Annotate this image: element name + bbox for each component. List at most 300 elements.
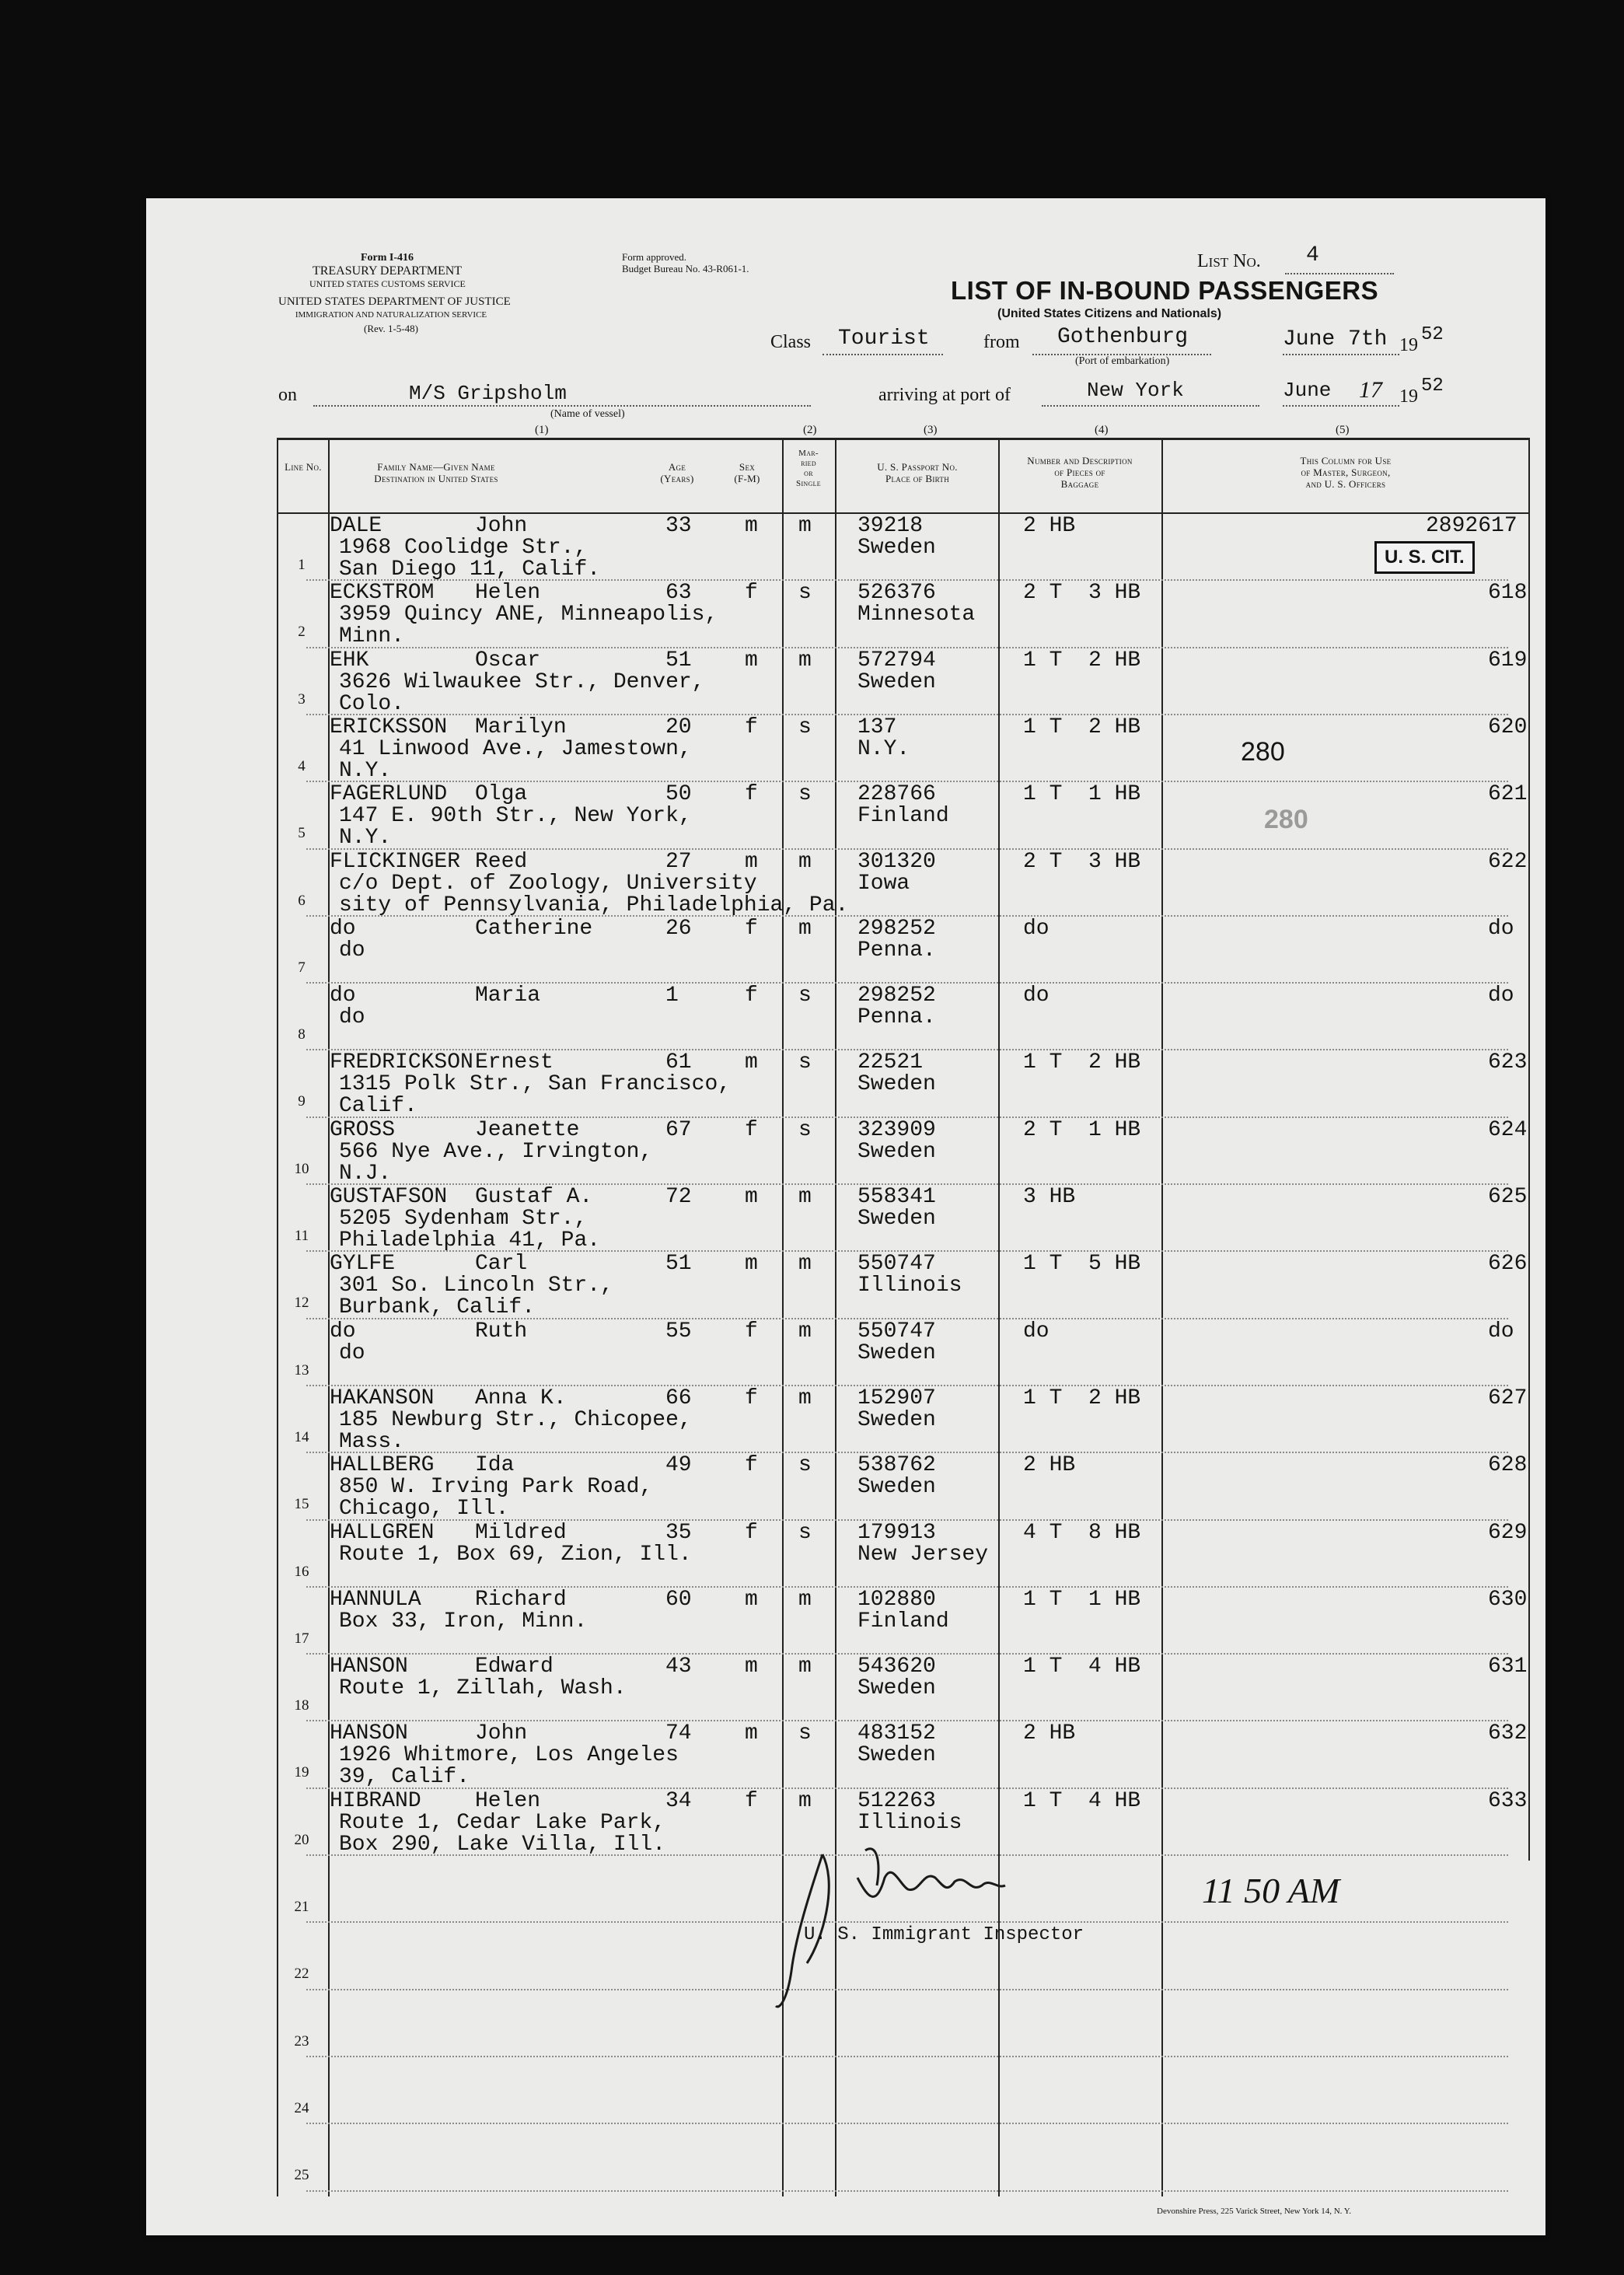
line-number: 5 [298,825,306,842]
line-number: 18 [294,1697,309,1714]
passport-no: 298252 [857,984,936,1008]
destination-line: do [339,1340,365,1365]
list-no-label: List No. [1197,251,1261,271]
sex: f [745,1520,758,1545]
age: 66 [665,1386,692,1410]
given-name: Catherine [475,916,593,941]
destination-line: N.Y. [339,758,392,783]
header-passport: U. S. Passport No. Place of Birth [877,461,958,484]
family-name: EHK [330,648,369,673]
passport-no: 558341 [857,1185,936,1209]
destination-line: c/o Dept. of Zoology, University [339,871,757,896]
officer-column: 625 [1488,1185,1528,1209]
marital-status: m [798,1252,812,1277]
sex: m [745,849,758,874]
age: 51 [665,648,692,673]
sex: f [745,1117,758,1142]
destination-line: Box 33, Iron, Minn. [339,1609,588,1634]
sex: f [745,581,758,606]
family-name: ECKSTROM [330,581,435,606]
passport-no: 298252 [857,916,936,941]
arrival-date-line [1283,405,1399,407]
approved-text: Form approved. [622,251,687,263]
passport-no: 179913 [857,1520,936,1545]
passport-no: 301320 [857,849,936,874]
destination-line: do [339,938,365,963]
form-header-left [309,251,465,291]
officer-column: 619 [1488,648,1528,673]
column-number-3: (3) [924,424,938,436]
destination-line: N.J. [339,1161,392,1186]
marital-status: m [798,648,812,673]
age: 60 [665,1587,692,1612]
passport-no: 512263 [857,1788,936,1813]
on-label: on [278,385,297,405]
given-name: Ernest [475,1050,554,1075]
age: 51 [665,1252,692,1277]
baggage: 1 T 4 HB [1023,1788,1141,1813]
destination-line: 850 W. Irving Park Road, [339,1475,653,1500]
arrival-month: June [1283,379,1332,402]
age: 27 [665,849,692,874]
baggage: 4 T 8 HB [1023,1520,1141,1545]
header-married: Mar- ried or Single [796,449,821,488]
marital-status: m [798,1185,812,1209]
family-name: FLICKINGER [330,849,461,874]
marital-status: m [798,916,812,941]
customs-service: UNITED STATES CUSTOMS SERVICE [309,278,466,289]
officer-column: 621 [1488,782,1528,807]
sex: m [745,1587,758,1612]
page-subtitle: (United States Citizens and Nationals) [997,307,1222,320]
destination-line: 5205 Sydenham Str., [339,1207,588,1231]
line-number: 1 [298,557,306,573]
passport-no: 323909 [857,1117,936,1142]
marital-status: s [798,1520,812,1545]
passport-no: 550747 [857,1252,936,1277]
time-note: 11 50 AM [1202,1871,1340,1910]
officer-column: 624 [1488,1117,1528,1142]
officer-column: 2892617 [1426,514,1517,538]
family-name: do [330,984,356,1008]
destination-line: 41 Linwood Ave., Jamestown, [339,736,692,761]
sex: m [745,1655,758,1679]
age: 43 [665,1655,692,1679]
age: 35 [665,1520,692,1545]
line-number: 7 [298,959,306,976]
passport-no: 526376 [857,581,936,606]
baggage: 1 T 1 HB [1023,782,1141,807]
marital-status: s [798,782,812,807]
sex: f [745,715,758,739]
age: 67 [665,1117,692,1142]
row-separator [306,2123,1508,2124]
line-number: 25 [294,2167,309,2184]
given-name: Oscar [475,648,541,673]
baggage: 2 HB [1023,1453,1076,1478]
place-of-birth: N.Y. [857,736,910,761]
line-number: 2 [298,624,306,641]
officer-column: 631 [1488,1655,1528,1679]
passport-no: 550747 [857,1319,936,1344]
destination-line: 3626 Wilwaukee Str., Denver, [339,669,705,694]
place-of-birth: Sweden [857,1207,936,1231]
marital-status: m [798,1319,812,1344]
class-value: Tourist [838,327,930,351]
baggage: 1 T 2 HB [1023,1386,1141,1410]
line-number: 24 [294,2099,309,2116]
age: 34 [665,1788,692,1813]
destination-line: 185 Newburg Str., Chicopee, [339,1407,692,1432]
arrival-port-line [1042,405,1259,407]
destination-line: N.Y. [339,826,392,851]
age: 55 [665,1319,692,1344]
age: 26 [665,916,692,941]
passport-no: 152907 [857,1386,936,1410]
row-separator [306,2056,1508,2057]
destination-line: Route 1, Box 69, Zion, Ill. [339,1542,692,1567]
ins-service: IMMIGRATION AND NATURALIZATION SERVICE [295,310,487,320]
destination-line: Calif. [339,1094,417,1119]
line-number: 4 [298,757,306,774]
destination-line: Mass. [339,1429,405,1454]
header-sex: Sex (F-M) [734,461,760,484]
place-of-birth: Sweden [857,1340,936,1365]
destination-line: sity of Pennsylvania, Philadelphia, Pa. [339,893,849,917]
embark-year: 52 [1421,324,1444,345]
column-number-4: (4) [1095,424,1109,436]
family-name: do [330,916,356,941]
family-name: HAKANSON [330,1386,435,1410]
family-name: GROSS [330,1117,396,1142]
embark-date-line [1283,354,1399,355]
place-of-birth: Sweden [857,1475,936,1500]
officer-column: 627 [1488,1386,1528,1410]
vessel-name: M/S Gripsholm [409,382,567,405]
line-number: 11 [294,1228,309,1244]
us-cit-stamp: U. S. CIT. [1374,541,1475,574]
baggage: do [1023,1319,1049,1344]
row-separator [306,2190,1508,2192]
baggage: 1 T 4 HB [1023,1655,1141,1679]
officer-column: 620 [1488,715,1528,739]
age: 49 [665,1453,692,1478]
place-of-birth: Sweden [857,1407,936,1432]
destination-line: 147 E. 90th Str., New York, [339,804,692,829]
line-number: 10 [294,1160,309,1177]
embark-date: June 7th [1283,327,1388,351]
sex: f [745,916,758,941]
destination-line: Minn. [339,624,405,649]
class-line [822,354,943,355]
sex: f [745,782,758,807]
destination-line: 301 So. Lincoln Str., [339,1274,613,1298]
marital-status: m [798,849,812,874]
embark-port: Gothenburg [1057,325,1189,349]
given-name: Mildred [475,1520,567,1545]
form-number: Form I-416 [360,252,414,264]
officer-column: do [1488,984,1514,1008]
given-name: Jeanette [475,1117,580,1142]
officer-column: 630 [1488,1587,1528,1612]
age: 74 [665,1721,692,1746]
list-no-line [1285,273,1394,274]
place-of-birth: Minnesota [857,603,976,627]
vessel-caption: (Name of vessel) [550,408,625,420]
baggage: 2 T 1 HB [1023,1117,1141,1142]
sex: f [745,1453,758,1478]
destination-line: Chicago, Ill. [339,1497,509,1522]
family-name: do [330,1319,356,1344]
column-number-1: (1) [535,424,549,436]
given-name: Olga [475,782,528,807]
place-of-birth: Sweden [857,669,936,694]
marital-status: m [798,514,812,538]
baggage: 2 HB [1023,1721,1076,1746]
place-of-birth: Illinois [857,1274,962,1298]
age: 50 [665,782,692,807]
destination-line: 1968 Coolidge Str., [339,536,588,560]
place-of-birth: Sweden [857,536,936,560]
passport-no: 137 [857,715,897,739]
given-name: Helen [475,1788,541,1813]
arrival-year: 52 [1421,376,1444,397]
baggage: do [1023,984,1049,1008]
place-of-birth: New Jersey [857,1542,989,1567]
place-of-birth: Penna. [857,1005,936,1030]
baggage: 3 HB [1023,1185,1076,1209]
given-name: Carl [475,1252,528,1277]
marital-status: s [798,1721,812,1746]
destination-line: 3959 Quincy ANE, Minneapolis, [339,603,718,627]
officer-column: do [1488,916,1514,941]
family-name: DALE [330,514,382,538]
vessel-line [313,405,811,407]
marital-status: m [798,1788,812,1813]
sex: m [745,648,758,673]
passport-no: 228766 [857,782,936,807]
destination-line: 1926 Whitmore, Los Angeles [339,1743,679,1768]
form-approval [622,251,749,274]
place-of-birth: Finland [857,804,949,829]
baggage: 2 HB [1023,514,1076,538]
family-name: HALLGREN [330,1520,435,1545]
page-title: LIST OF IN-BOUND PASSENGERS [951,276,1379,305]
passport-no: 102880 [857,1587,936,1612]
destination-line: San Diego 11, Calif. [339,557,601,582]
place-of-birth: Iowa [857,871,910,896]
marital-status: m [798,1655,812,1679]
justice-dept: UNITED STATES DEPARTMENT OF JUSTICE [278,295,511,308]
place-of-birth: Finland [857,1609,949,1634]
passport-no: 543620 [857,1655,936,1679]
treasury-dept: TREASURY DEPARTMENT [312,264,463,278]
given-name: Ida [475,1453,515,1478]
baggage: 2 T 3 HB [1023,581,1141,606]
place-of-birth: Sweden [857,1072,936,1097]
list-no-value: 4 [1306,243,1319,267]
header-officers: This Column for Use of Master, Surgeon, and U. S. Officers [1300,455,1392,490]
family-name: FAGERLUND [330,782,448,807]
family-name: HALLBERG [330,1453,435,1478]
age: 20 [665,715,692,739]
destination-line: 566 Nye Ave., Irvington, [339,1139,653,1164]
budget-text: Budget Bureau No. 43-R061-1. [622,263,749,274]
line-number: 17 [294,1630,309,1647]
age: 72 [665,1185,692,1209]
sex: m [745,1721,758,1746]
passport-no: 39218 [857,514,924,538]
officer-column: 632 [1488,1721,1528,1746]
family-name: GYLFE [330,1252,396,1277]
header-age: Age (Years) [660,461,694,484]
marital-status: s [798,984,812,1008]
revision: (Rev. 1-5-48) [364,323,418,334]
header-baggage: Number and Description of Pieces of Baggage [1027,455,1133,490]
inspector-caption: U. S. Immigrant Inspector [804,1924,1084,1945]
line-number: 14 [294,1428,309,1445]
baggage: 1 T 2 HB [1023,648,1141,673]
given-name: Edward [475,1655,554,1679]
destination-line: 1315 Polk Str., San Francisco, [339,1072,732,1097]
line-number: 22 [294,1966,309,1983]
line-number: 16 [294,1563,309,1580]
from-label: from [983,332,1020,352]
destination-line: do [339,1005,365,1030]
sex: f [745,1386,758,1410]
age: 33 [665,514,692,538]
line-number: 8 [298,1026,306,1043]
family-name: ERICKSSON [330,715,448,739]
line-number: 3 [298,690,306,708]
year-prefix-2: 19 [1399,386,1418,407]
passport-no: 572794 [857,648,936,673]
officer-column: 628 [1488,1453,1528,1478]
given-name: Marilyn [475,715,567,739]
place-of-birth: Sweden [857,1139,936,1164]
line-number: 23 [294,2032,309,2050]
family-name: FREDRICKSON [330,1050,473,1075]
given-name: Helen [475,581,541,606]
arrival-port: New York [1087,379,1184,402]
justice-header [278,295,511,335]
marital-status: s [798,1117,812,1142]
officer-column: 633 [1488,1788,1528,1813]
sex: m [745,1252,758,1277]
line-number: 15 [294,1496,309,1513]
given-name: Gustaf A. [475,1185,593,1209]
given-name: Ruth [475,1319,528,1344]
officer-column: 622 [1488,849,1528,874]
sex: f [745,1319,758,1344]
baggage: 1 T 2 HB [1023,1050,1141,1075]
officer-column: do [1488,1319,1514,1344]
class-label: Class [770,332,812,352]
column-number-2: (2) [803,424,817,436]
baggage: 1 T 2 HB [1023,715,1141,739]
given-name: Reed [475,849,528,874]
given-name: Anna K. [475,1386,567,1410]
table-right-rule [1528,438,1530,1861]
sex: m [745,1185,758,1209]
passport-no: 538762 [857,1453,936,1478]
officer-column: 623 [1488,1050,1528,1075]
header-line-no: Line No. [285,461,322,473]
column-number-5: (5) [1336,424,1350,436]
table-top-rule [277,438,1530,440]
marital-status: s [798,1453,812,1478]
place-of-birth: Penna. [857,938,936,963]
header-name: Family Name—Given Name Destination in United States [374,461,498,484]
marital-status: s [798,581,812,606]
family-name: HANNULA [330,1587,421,1612]
table-left-rule [277,438,278,2196]
sex: f [745,1788,758,1813]
place-of-birth: Sweden [857,1676,936,1701]
place-of-birth: Sweden [857,1743,936,1768]
officer-column: 629 [1488,1520,1528,1545]
line-number: 6 [298,892,306,909]
age: 63 [665,581,692,606]
destination-line: Box 290, Lake Villa, Ill. [339,1832,666,1857]
line-number: 19 [294,1764,309,1781]
destination-line: Route 1, Cedar Lake Park, [339,1810,666,1835]
sex: m [745,514,758,538]
family-name: GUSTAFSON [330,1185,448,1209]
family-name: HANSON [330,1721,408,1746]
given-name: John [475,514,528,538]
sex: f [745,984,758,1008]
destination-line: Philadelphia 41, Pa. [339,1228,601,1253]
age: 61 [665,1050,692,1075]
baggage: 1 T 1 HB [1023,1587,1141,1612]
destination-line: Route 1, Zillah, Wash. [339,1676,627,1701]
arrival-day: 17 [1359,377,1382,403]
passport-no: 22521 [857,1050,924,1075]
stamp-280-faded: 280 [1264,805,1308,834]
arriving-label: arriving at port of [878,385,1011,405]
age: 1 [665,984,679,1008]
line-number: 9 [298,1093,306,1110]
baggage: 1 T 5 HB [1023,1252,1141,1277]
baggage: 2 T 3 HB [1023,849,1141,874]
marital-status: m [798,1587,812,1612]
officer-column: 626 [1488,1252,1528,1277]
printer-footer: Devonshire Press, 225 Varick Street, New York 14, N. Y. [1157,2207,1352,2216]
marital-status: s [798,715,812,739]
line-number: 21 [294,1899,309,1915]
given-name: Richard [475,1587,567,1612]
passport-no: 483152 [857,1721,936,1746]
given-name: John [475,1721,528,1746]
officer-column: 618 [1488,581,1528,606]
destination-line: Colo. [339,691,405,716]
port-embark-caption: (Port of embarkation) [1075,355,1170,367]
destination-line: 39, Calif. [339,1765,470,1790]
given-name: Maria [475,984,541,1008]
stamp-280: 280 [1241,737,1285,767]
marital-status: m [798,1386,812,1410]
baggage: do [1023,916,1049,941]
destination-line: Burbank, Calif. [339,1295,536,1320]
line-number: 13 [294,1361,309,1379]
family-name: HANSON [330,1655,408,1679]
sex: m [745,1050,758,1075]
year-prefix: 19 [1399,335,1418,355]
marital-status: s [798,1050,812,1075]
family-name: HIBRAND [330,1788,421,1813]
passenger-list-page [146,198,1545,2235]
